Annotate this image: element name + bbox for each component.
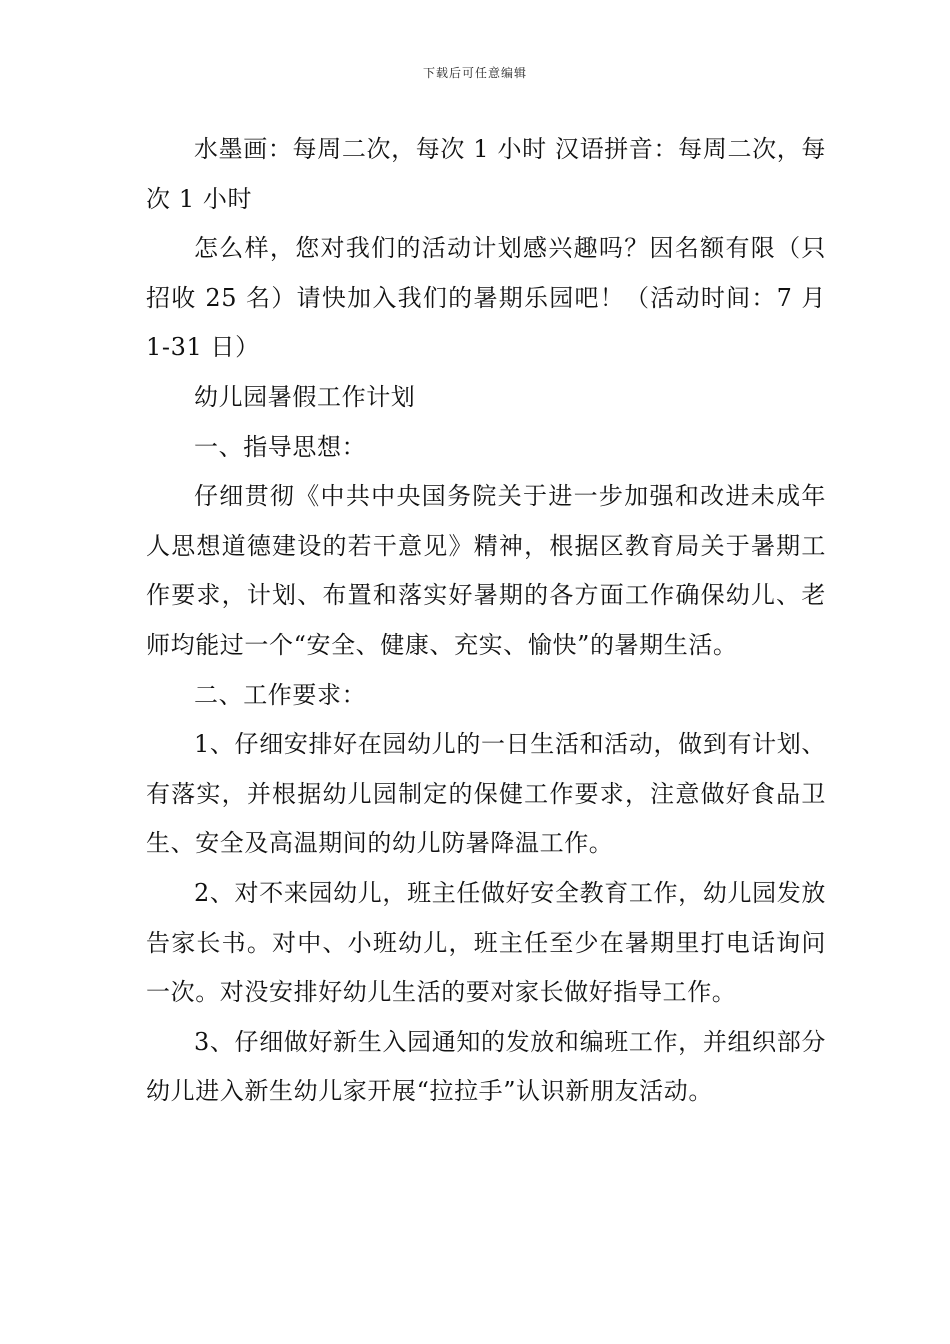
document-body <box>146 125 826 1117</box>
section-title: 幼儿园暑假工作计划 <box>194 382 416 411</box>
heading-guiding-ideology: 一、指导思想： <box>194 432 367 461</box>
paragraph-requirement-1: 1、仔细安排好在园幼儿的一日生活和活动，做到有计划、有落实，并根据幼儿园制定的保健工作要求，注意做好食品卫生、安全及高温期间的幼儿防暑降温工作。 <box>146 730 826 858</box>
header-note: 下载后可任意编辑 <box>422 66 527 80</box>
paragraph-requirement-3: 3、仔细做好新生入园通知的发放和编班工作，并组织部分幼儿进入新生幼儿家开展“拉拉手”认识新朋友活动。 <box>146 1027 826 1106</box>
paragraph-invitation: 怎么样，您对我们的活动计划感兴趣吗？因名额有限（只招收 25 名）请快加入我们的暑期乐园吧！（活动时间：7 月 1-31 日） <box>146 234 826 362</box>
heading-work-requirements: 二、工作要求： <box>194 680 367 709</box>
paragraph-schedule: 水墨画：每周二次，每次 1 小时 汉语拼音：每周二次，每次 1 小时 <box>146 135 826 213</box>
paragraph-requirement-2: 2、对不来园幼儿，班主任做好安全教育工作，幼儿园发放告家长书。对中、小班幼儿，班主任至少在暑期里打电话询问一次。对没安排好幼儿生活的要对家长做好指导工作。 <box>146 878 826 1007</box>
paragraph-guiding-ideology: 仔细贯彻《中共中央国务院关于进一步加强和改进未成年人思想道德建设的若干意见》精神，根据区教育局关于暑期工作要求，计划、布置和落实好暑期的各方面工作确保幼儿、老师均能过一个“安全、健康、充实、愉快”的暑期生活。 <box>146 482 826 659</box>
